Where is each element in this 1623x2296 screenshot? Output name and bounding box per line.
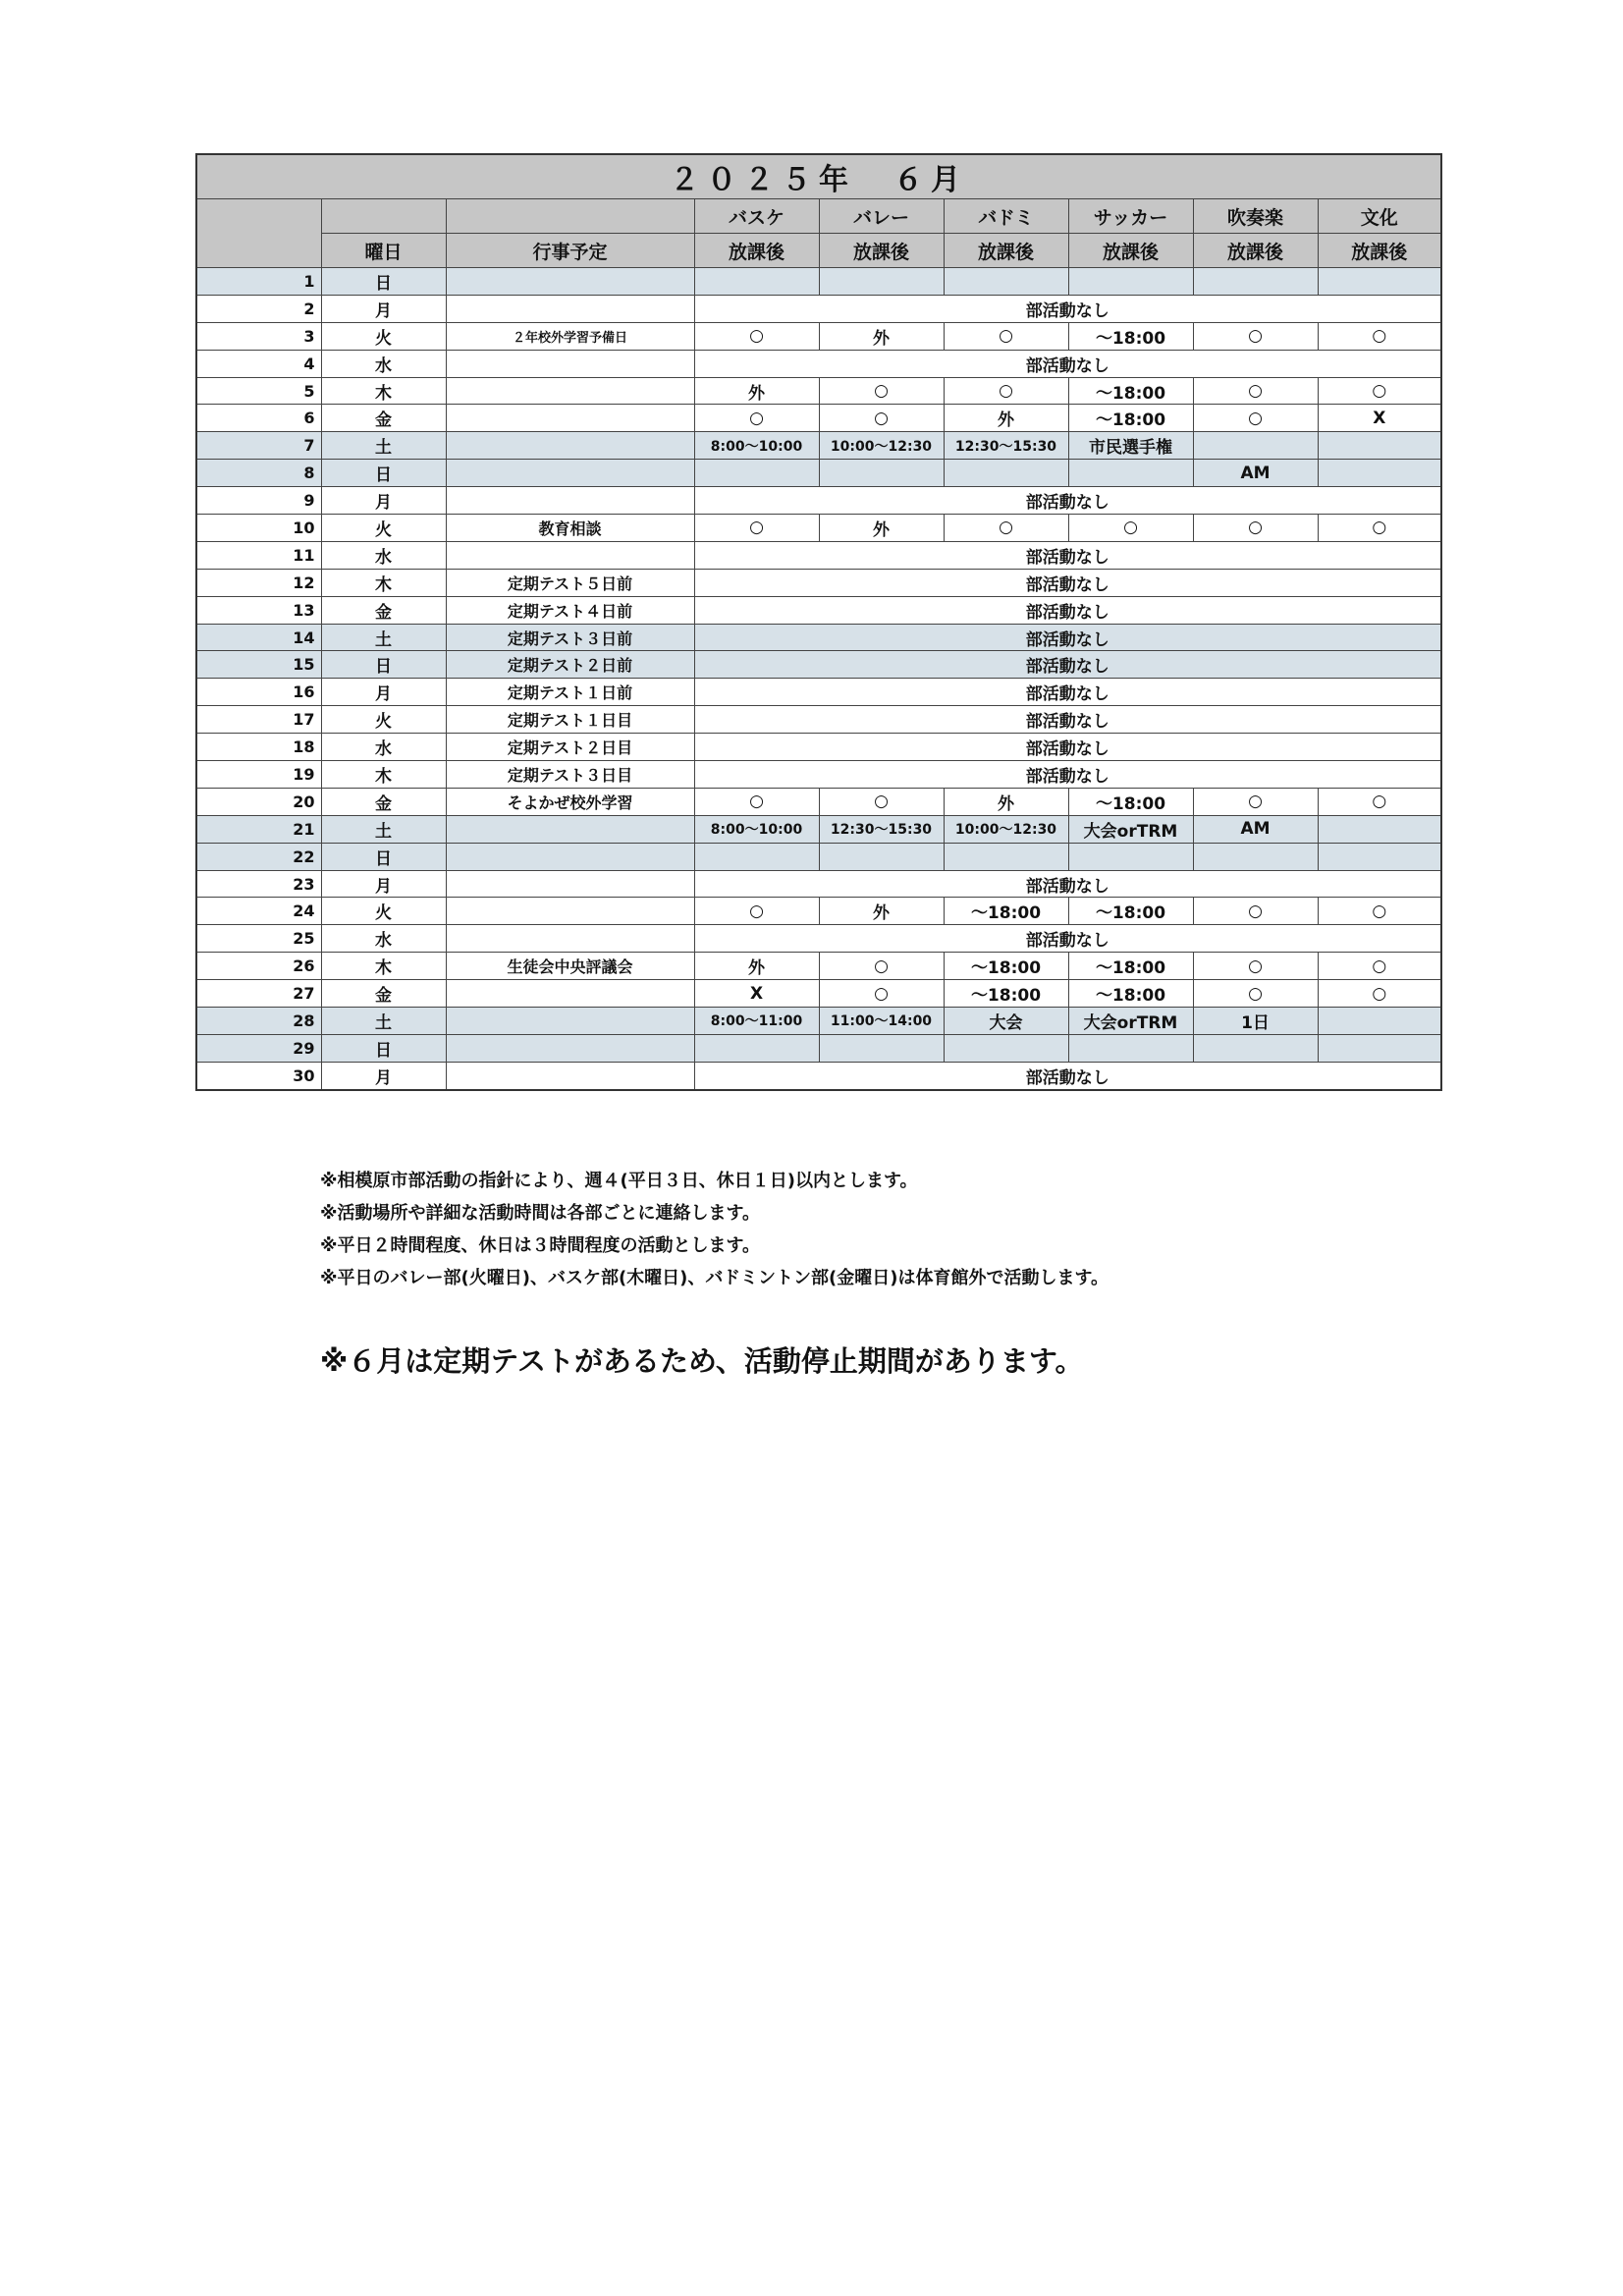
schedule-table — [195, 153, 1442, 1091]
activity-cell — [1318, 460, 1441, 487]
activity-cell: 8:00〜10:00 — [694, 432, 819, 460]
activity-cell: 〜18:00 — [1068, 322, 1193, 350]
day-of-week: 水 — [321, 350, 446, 377]
event-cell — [446, 1008, 694, 1035]
day-number: 16 — [196, 679, 321, 706]
schedule-row — [196, 953, 1441, 980]
day-number: 18 — [196, 734, 321, 761]
day-of-week: 月 — [321, 870, 446, 898]
day-of-week: 木 — [321, 377, 446, 405]
activity-cell: ○ — [1068, 515, 1193, 542]
activity-cell — [819, 1034, 944, 1062]
activity-cell: ○ — [944, 377, 1068, 405]
day-number: 26 — [196, 953, 321, 980]
header-blank — [321, 199, 446, 234]
schedule-row — [196, 679, 1441, 706]
day-of-week: 土 — [321, 1008, 446, 1035]
activity-cell: 〜18:00 — [1068, 377, 1193, 405]
no-activity-cell: 部活動なし — [694, 870, 1441, 898]
day-number: 23 — [196, 870, 321, 898]
activity-cell: 12:30〜15:30 — [819, 815, 944, 843]
day-of-week: 木 — [321, 569, 446, 596]
no-activity-cell: 部活動なし — [694, 295, 1441, 322]
day-of-week: 金 — [321, 788, 446, 815]
test-period-notice: ※６月は定期テストがあるため、活動停止期間があります。 — [320, 1344, 1084, 1378]
after-school-label: 放課後 — [1318, 234, 1441, 268]
after-school-label: 放課後 — [819, 234, 944, 268]
activity-cell — [944, 1034, 1068, 1062]
schedule-row — [196, 651, 1441, 679]
activity-cell: ○ — [944, 515, 1068, 542]
event-cell — [446, 432, 694, 460]
activity-cell: 1日 — [1193, 1008, 1318, 1035]
activity-cell: ○ — [694, 515, 819, 542]
no-activity-cell: 部活動なし — [694, 1062, 1441, 1089]
activity-cell: 大会orTRM — [1068, 1008, 1193, 1035]
day-number: 8 — [196, 460, 321, 487]
event-cell — [446, 405, 694, 432]
day-number: 28 — [196, 1008, 321, 1035]
event-cell — [446, 377, 694, 405]
club-header-volleyball: バレー — [819, 199, 944, 234]
activity-cell — [1318, 843, 1441, 870]
activity-cell: 12:30〜15:30 — [944, 432, 1068, 460]
activity-cell — [694, 1034, 819, 1062]
day-number: 3 — [196, 322, 321, 350]
table-title: ２０２５年 ６月 — [196, 154, 1441, 199]
day-number: 15 — [196, 651, 321, 679]
club-header-basketball: バスケ — [694, 199, 819, 234]
activity-cell: ○ — [819, 405, 944, 432]
activity-cell: ○ — [1318, 953, 1441, 980]
activity-cell — [1193, 843, 1318, 870]
activity-cell — [944, 843, 1068, 870]
day-number: 5 — [196, 377, 321, 405]
event-cell: 定期テスト３日前 — [446, 624, 694, 651]
event-cell: 定期テスト１日目 — [446, 706, 694, 734]
event-cell: 定期テスト１日前 — [446, 679, 694, 706]
activity-cell: ○ — [1193, 377, 1318, 405]
schedule-row — [196, 405, 1441, 432]
activity-cell: 〜18:00 — [944, 980, 1068, 1008]
activity-cell — [819, 460, 944, 487]
event-cell — [446, 1034, 694, 1062]
day-of-week: 土 — [321, 432, 446, 460]
schedule-row — [196, 350, 1441, 377]
note-line: ※活動場所や詳細な活動時間は各部ごとに連絡します。 — [320, 1203, 761, 1224]
schedule-rows — [196, 268, 1441, 1090]
after-school-label: 放課後 — [694, 234, 819, 268]
schedule-row — [196, 295, 1441, 322]
event-cell: そよかぜ校外学習 — [446, 788, 694, 815]
after-school-label: 放課後 — [944, 234, 1068, 268]
day-of-week: 木 — [321, 953, 446, 980]
day-of-week: 水 — [321, 925, 446, 953]
event-cell: ２年校外学習予備日 — [446, 322, 694, 350]
activity-cell: ○ — [944, 322, 1068, 350]
activity-cell: 8:00〜11:00 — [694, 1008, 819, 1035]
activity-cell: X — [694, 980, 819, 1008]
day-of-week: 土 — [321, 624, 446, 651]
schedule-row — [196, 843, 1441, 870]
after-school-label: 放課後 — [1068, 234, 1193, 268]
event-cell — [446, 815, 694, 843]
activity-cell — [694, 460, 819, 487]
day-number: 2 — [196, 295, 321, 322]
day-of-week: 日 — [321, 843, 446, 870]
activity-cell — [1318, 815, 1441, 843]
activity-cell: ○ — [1193, 953, 1318, 980]
activity-cell — [1193, 1034, 1318, 1062]
activity-cell: 8:00〜10:00 — [694, 815, 819, 843]
day-number: 11 — [196, 541, 321, 569]
day-number: 29 — [196, 1034, 321, 1062]
event-cell — [446, 843, 694, 870]
activity-cell: ○ — [1318, 898, 1441, 925]
day-number: 22 — [196, 843, 321, 870]
no-activity-cell: 部活動なし — [694, 350, 1441, 377]
event-cell — [446, 925, 694, 953]
event-cell — [446, 541, 694, 569]
activity-cell: AM — [1193, 460, 1318, 487]
activity-cell: 〜18:00 — [944, 953, 1068, 980]
no-activity-cell: 部活動なし — [694, 651, 1441, 679]
day-number: 4 — [196, 350, 321, 377]
schedule-row — [196, 1034, 1441, 1062]
activity-cell: ○ — [819, 953, 944, 980]
event-cell — [446, 460, 694, 487]
activity-cell — [1068, 1034, 1193, 1062]
activity-cell: 10:00〜12:30 — [819, 432, 944, 460]
schedule-row — [196, 898, 1441, 925]
activity-cell — [1318, 1008, 1441, 1035]
event-cell: 定期テスト３日目 — [446, 761, 694, 789]
activity-cell: ○ — [1193, 980, 1318, 1008]
event-cell: 定期テスト４日前 — [446, 596, 694, 624]
no-activity-cell: 部活動なし — [694, 761, 1441, 789]
activity-cell: 外 — [944, 788, 1068, 815]
activity-cell: ○ — [1318, 515, 1441, 542]
event-cell — [446, 268, 694, 296]
activity-cell — [819, 843, 944, 870]
no-activity-cell: 部活動なし — [694, 679, 1441, 706]
activity-cell — [944, 460, 1068, 487]
club-header-soccer: サッカー — [1068, 199, 1193, 234]
no-activity-cell: 部活動なし — [694, 487, 1441, 515]
activity-cell: 〜18:00 — [1068, 405, 1193, 432]
activity-cell — [1193, 268, 1318, 296]
day-number: 25 — [196, 925, 321, 953]
day-of-week-header: 曜日 — [321, 234, 446, 268]
schedule-row — [196, 761, 1441, 789]
activity-cell: 外 — [944, 405, 1068, 432]
activity-cell: 市民選手権 — [1068, 432, 1193, 460]
event-cell — [446, 350, 694, 377]
no-activity-cell: 部活動なし — [694, 706, 1441, 734]
activity-cell — [694, 268, 819, 296]
schedule-row — [196, 1008, 1441, 1035]
activity-cell: ○ — [1193, 788, 1318, 815]
day-of-week: 水 — [321, 541, 446, 569]
activity-cell: ○ — [1318, 980, 1441, 1008]
day-of-week: 月 — [321, 295, 446, 322]
day-of-week: 日 — [321, 651, 446, 679]
activity-cell: 外 — [819, 515, 944, 542]
activity-cell — [1068, 843, 1193, 870]
activity-cell — [1068, 268, 1193, 296]
header-blank — [196, 199, 321, 268]
activity-cell: 11:00〜14:00 — [819, 1008, 944, 1035]
event-cell — [446, 1062, 694, 1089]
no-activity-cell: 部活動なし — [694, 734, 1441, 761]
day-number: 24 — [196, 898, 321, 925]
day-number: 6 — [196, 405, 321, 432]
schedule-row — [196, 322, 1441, 350]
after-school-label: 放課後 — [1193, 234, 1318, 268]
note-line: ※平日２時間程度、休日は３時間程度の活動とします。 — [320, 1235, 761, 1256]
activity-cell: ○ — [694, 898, 819, 925]
day-of-week: 月 — [321, 487, 446, 515]
day-number: 20 — [196, 788, 321, 815]
activity-cell: ○ — [1193, 898, 1318, 925]
schedule-row — [196, 870, 1441, 898]
header-blank — [446, 199, 694, 234]
day-number: 17 — [196, 706, 321, 734]
day-of-week: 火 — [321, 515, 446, 542]
note-line: ※平日のバレー部(火曜日)、バスケ部(木曜日)、バドミントン部(金曜日)は体育館外で活動します。 — [320, 1268, 1109, 1288]
activity-cell: ○ — [1318, 788, 1441, 815]
activity-cell — [1068, 460, 1193, 487]
day-number: 1 — [196, 268, 321, 296]
schedule-row — [196, 788, 1441, 815]
day-of-week: 火 — [321, 322, 446, 350]
day-number: 9 — [196, 487, 321, 515]
event-cell — [446, 870, 694, 898]
schedule-row — [196, 377, 1441, 405]
day-number: 7 — [196, 432, 321, 460]
activity-cell: ○ — [819, 788, 944, 815]
schedule-row — [196, 432, 1441, 460]
no-activity-cell: 部活動なし — [694, 569, 1441, 596]
day-of-week: 土 — [321, 815, 446, 843]
day-of-week: 金 — [321, 596, 446, 624]
activity-cell — [1318, 268, 1441, 296]
activity-cell — [944, 268, 1068, 296]
club-header-badminton: バドミ — [944, 199, 1068, 234]
schedule-row — [196, 706, 1441, 734]
activity-cell — [694, 843, 819, 870]
activity-cell: ○ — [1318, 322, 1441, 350]
day-number: 19 — [196, 761, 321, 789]
day-of-week: 日 — [321, 268, 446, 296]
activity-cell: 外 — [694, 377, 819, 405]
schedule-row — [196, 487, 1441, 515]
event-cell: 定期テスト５日前 — [446, 569, 694, 596]
event-cell — [446, 980, 694, 1008]
activity-cell: 外 — [694, 953, 819, 980]
no-activity-cell: 部活動なし — [694, 925, 1441, 953]
event-cell — [446, 487, 694, 515]
day-number: 30 — [196, 1062, 321, 1089]
activity-cell: ○ — [694, 322, 819, 350]
day-of-week: 水 — [321, 734, 446, 761]
schedule-row — [196, 515, 1441, 542]
schedule-row — [196, 596, 1441, 624]
activity-cell — [819, 268, 944, 296]
club-header-culture: 文化 — [1318, 199, 1441, 234]
activity-cell: 〜18:00 — [944, 898, 1068, 925]
activity-cell: 大会 — [944, 1008, 1068, 1035]
day-of-week: 木 — [321, 761, 446, 789]
activity-cell: ○ — [819, 377, 944, 405]
notes — [320, 1165, 1109, 1294]
event-cell: 生徒会中央評議会 — [446, 953, 694, 980]
activity-cell — [1193, 432, 1318, 460]
day-number: 13 — [196, 596, 321, 624]
activity-cell: ○ — [1318, 377, 1441, 405]
activity-cell — [1318, 432, 1441, 460]
activity-cell: 10:00〜12:30 — [944, 815, 1068, 843]
day-of-week: 日 — [321, 460, 446, 487]
activity-cell: 外 — [819, 322, 944, 350]
no-activity-cell: 部活動なし — [694, 624, 1441, 651]
schedule-row — [196, 734, 1441, 761]
no-activity-cell: 部活動なし — [694, 541, 1441, 569]
day-of-week: 火 — [321, 706, 446, 734]
event-cell — [446, 898, 694, 925]
schedule-row — [196, 624, 1441, 651]
activity-cell: ○ — [1193, 322, 1318, 350]
activity-cell: 大会orTRM — [1068, 815, 1193, 843]
event-header: 行事予定 — [446, 234, 694, 268]
schedule-row — [196, 925, 1441, 953]
activity-cell: ○ — [694, 788, 819, 815]
day-number: 12 — [196, 569, 321, 596]
note-line: ※相模原市部活動の指針により、週４(平日３日、休日１日)以内とします。 — [320, 1171, 918, 1191]
schedule-row — [196, 569, 1441, 596]
activity-cell: X — [1318, 405, 1441, 432]
day-number: 21 — [196, 815, 321, 843]
day-number: 10 — [196, 515, 321, 542]
day-of-week: 火 — [321, 898, 446, 925]
day-of-week: 月 — [321, 679, 446, 706]
activity-cell — [1318, 1034, 1441, 1062]
activity-cell: AM — [1193, 815, 1318, 843]
event-cell: 定期テスト２日目 — [446, 734, 694, 761]
day-of-week: 月 — [321, 1062, 446, 1089]
schedule-row — [196, 541, 1441, 569]
schedule-row — [196, 1062, 1441, 1089]
club-header-brass-band: 吹奏楽 — [1193, 199, 1318, 234]
schedule-row — [196, 268, 1441, 296]
activity-cell: ○ — [1193, 405, 1318, 432]
activity-cell: ○ — [694, 405, 819, 432]
day-of-week: 金 — [321, 980, 446, 1008]
schedule-row — [196, 815, 1441, 843]
day-number: 27 — [196, 980, 321, 1008]
schedule-row — [196, 980, 1441, 1008]
schedule-row — [196, 460, 1441, 487]
activity-cell: 〜18:00 — [1068, 788, 1193, 815]
activity-cell: ○ — [819, 980, 944, 1008]
day-of-week: 金 — [321, 405, 446, 432]
event-cell — [446, 295, 694, 322]
event-cell: 教育相談 — [446, 515, 694, 542]
activity-cell: 〜18:00 — [1068, 953, 1193, 980]
event-cell: 定期テスト２日前 — [446, 651, 694, 679]
activity-cell: ○ — [1193, 515, 1318, 542]
activity-cell: 〜18:00 — [1068, 980, 1193, 1008]
activity-cell: 〜18:00 — [1068, 898, 1193, 925]
day-of-week: 日 — [321, 1034, 446, 1062]
activity-cell: 外 — [819, 898, 944, 925]
no-activity-cell: 部活動なし — [694, 596, 1441, 624]
day-number: 14 — [196, 624, 321, 651]
